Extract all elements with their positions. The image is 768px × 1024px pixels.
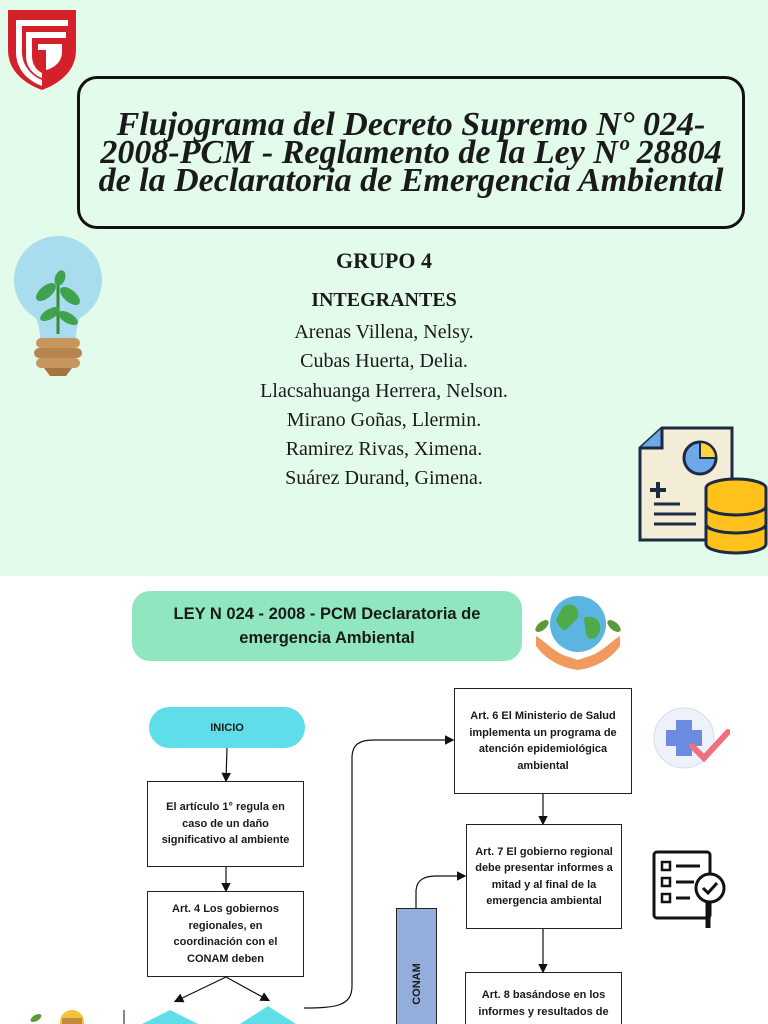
conam-label: CONAM	[410, 963, 423, 1005]
flow-step-art7: Art. 7 El gobierno regional debe presentar informes a mitad y al final de la emergencia ambiental	[466, 824, 622, 929]
plants-icon	[20, 1008, 100, 1024]
integrantes-heading: INTEGRANTES	[311, 289, 457, 311]
medical-cross-check-icon	[652, 706, 730, 770]
member-name: Ramirez Rivas, Ximena.	[285, 438, 483, 461]
law-heading: LEY N 024 - 2008 - PCM Declaratoria de emergencia Ambiental	[132, 591, 522, 661]
flow-step-art8: Art. 8 basándose en los informes y resultados de	[465, 972, 622, 1024]
flow-connectors	[0, 576, 768, 1024]
title-box	[77, 76, 745, 229]
member-name: Arenas Villena, Nelsy.	[294, 321, 474, 343]
member-name: Suárez Durand, Gimena.	[285, 467, 483, 490]
flow-step-art1: El artículo 1° regula en caso de un daño significativo al ambiente	[147, 781, 304, 867]
checklist-magnifier-icon	[650, 848, 730, 934]
document-database-icon	[636, 424, 768, 558]
flow-step-art4: Art. 4 Los gobiernos regionales, en coordinación con el CONAM deben	[147, 891, 304, 977]
university-shield-logo	[6, 6, 78, 92]
group-heading: GRUPO 4	[336, 248, 432, 273]
member-name: Mirano Goñas, Llermin.	[286, 408, 482, 431]
flow-step-art6: Art. 6 El Ministerio de Salud implementa un programa de atención epidemiológica ambiental	[454, 688, 632, 794]
start-node: INICIO	[149, 707, 305, 748]
document-title: Flujograma del Decreto Supremo N° 024-2008-PCM - Reglamento de la Ley Nº 28804 de la Declaratoria de Emergencia Ambiental	[98, 105, 724, 199]
lightbulb-plant-icon	[10, 234, 106, 380]
member-name: Llacsahuanga Herrera, Nelson.	[260, 379, 508, 402]
member-name: Cubas Huerta, Delia.	[300, 350, 468, 373]
